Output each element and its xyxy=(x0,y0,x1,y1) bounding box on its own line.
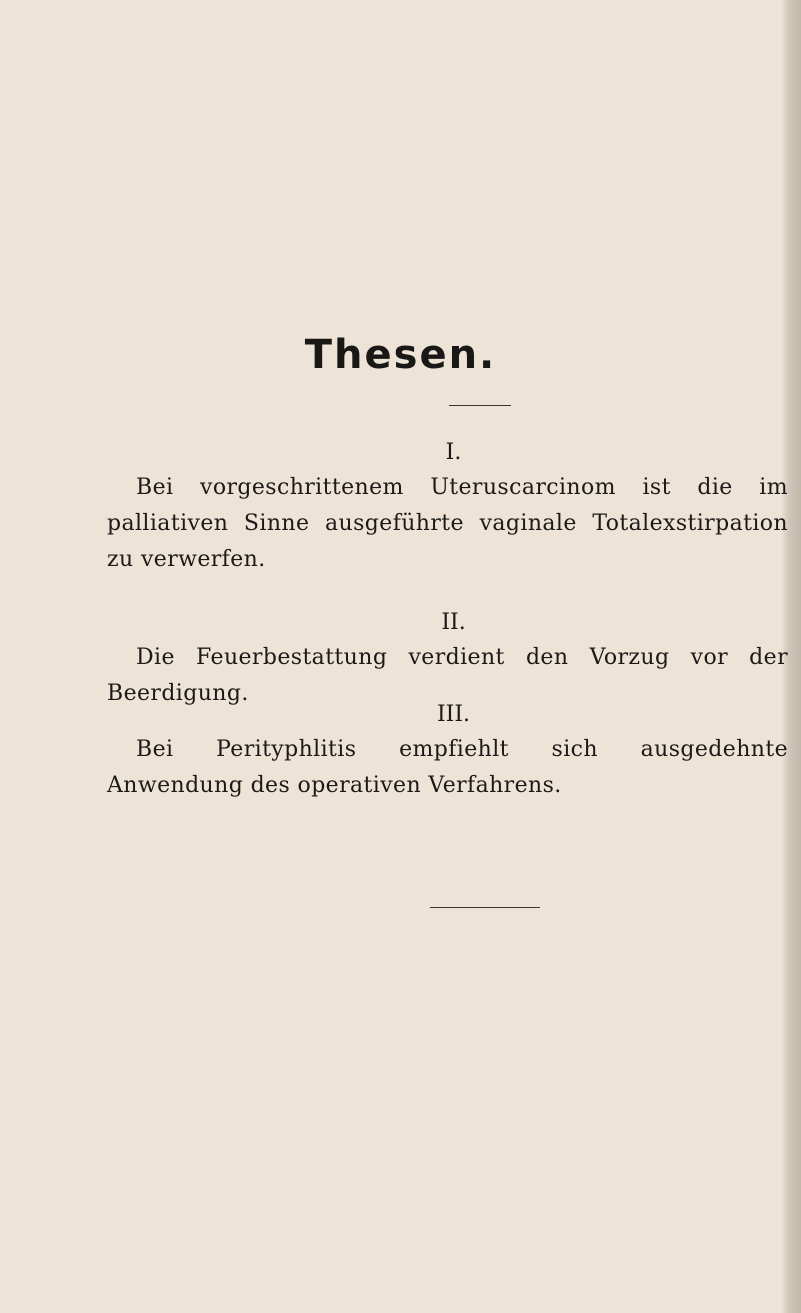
thesis-2 xyxy=(107,608,788,712)
thesis-1 xyxy=(107,438,788,578)
thesis-1-numeral: I. xyxy=(445,440,462,465)
thesis-3-text: Bei Perityphlitis empfiehlt sich ausgedehnte Anwendung des operativen Verfahrens. xyxy=(107,737,788,798)
closing-divider xyxy=(430,907,540,908)
thesis-1-text: Bei vorgeschrittenem Uteruscarcinom ist die im palliativen Sinne ausgeführte vaginale Totalexstirpation zu verwerfen. xyxy=(107,475,788,572)
thesis-2-text: Die Feuerbestattung verdient den Vorzug vor der Beerdigung. xyxy=(107,645,788,706)
thesis-3 xyxy=(107,700,788,804)
thesis-3-numeral: III. xyxy=(436,702,471,727)
title-divider xyxy=(449,405,511,406)
page-title: Thesen. xyxy=(304,332,497,378)
thesis-2-numeral: II. xyxy=(441,610,466,635)
